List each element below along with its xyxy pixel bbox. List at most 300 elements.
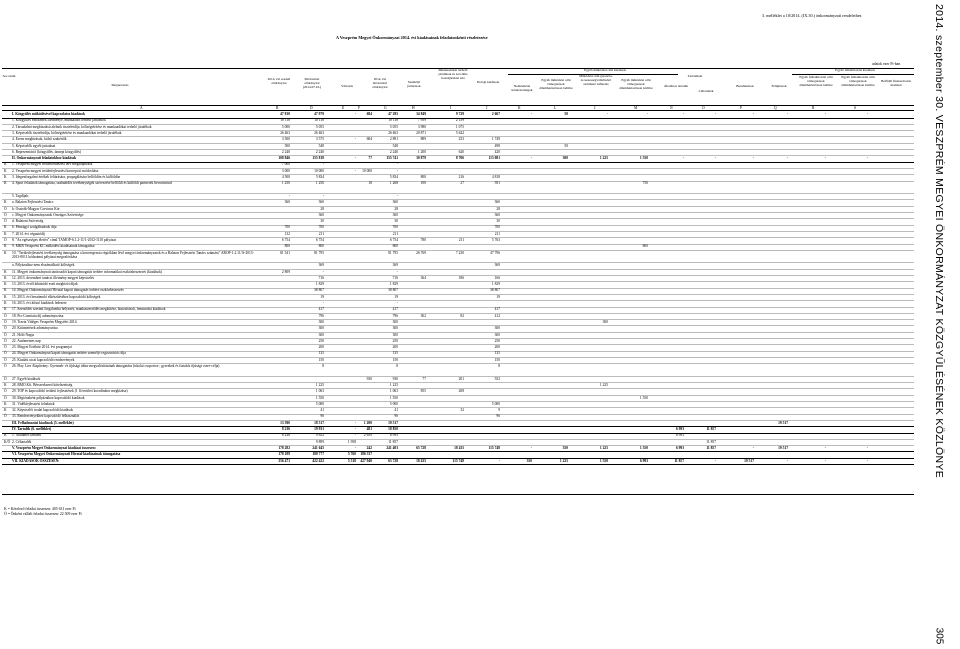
- table-cell: 360: [392, 200, 398, 205]
- table-cell: 9: [498, 408, 500, 413]
- table-cell: 9 729: [455, 112, 464, 116]
- row-label: 31. Vidékfejlesztési feladatok: [12, 401, 55, 406]
- row-label: 11. Megyei önkormányzati tanácsadói kapott támogatás terhére informatikai eszközbeszerzés (kiadások): [12, 269, 163, 274]
- col-dologi: Dologi kiadások: [476, 80, 500, 84]
- table-cell: 391: [494, 181, 500, 186]
- row-label: III. Felhalmozási kiadások (5. melléklet): [12, 420, 74, 425]
- table-cell: 30: [320, 219, 324, 224]
- table-cell: 253: [458, 137, 464, 142]
- table-cell: 28: [496, 206, 500, 211]
- table-cell: 9 899: [315, 439, 324, 444]
- row-category: Ö: [4, 351, 7, 356]
- table-cell: 82: [460, 313, 464, 318]
- table-cell: 19: [320, 294, 324, 299]
- column-letter: O: [702, 105, 705, 110]
- table-cell: -: [786, 156, 788, 161]
- table-cell: 10 000: [314, 168, 324, 173]
- col-2014-eredeti: 2014. évi eredeti előirányzat: [267, 77, 291, 85]
- row-label: 3. Idegenforgalmi értékek feltárására, propagálására belföldön és külföldön: [12, 175, 121, 179]
- table-cell: 417: [494, 307, 500, 312]
- table-cell: 716: [392, 275, 398, 280]
- table-cell: 8: [396, 364, 398, 368]
- row-label: 4. Esети megbízások, külső szakértők: [12, 137, 67, 142]
- table-cell: 796: [318, 313, 324, 318]
- col-2014-modositott: 2014. évi módosított előirányzat: [372, 77, 388, 89]
- table-cell: 796: [392, 313, 398, 318]
- col-celtartalek: Céltartalék: [698, 89, 714, 93]
- row-category: Ö: [4, 389, 7, 394]
- table-cell: 11 857: [706, 427, 716, 431]
- table-cell: 4 500: [281, 175, 290, 179]
- col-egyeb-mukodesi-kivulre: Egyéb működési célú támogatások államháztartáson kívülre: [619, 78, 653, 90]
- table-cell: 481: [366, 427, 372, 431]
- col-megnevezes: Megnevezés: [111, 83, 129, 87]
- table-cell: 1 225: [315, 382, 324, 387]
- table-cell: 150: [392, 357, 398, 362]
- table-cell: -: [866, 156, 868, 161]
- table-cell: 1 550: [639, 395, 648, 400]
- table-cell: 800: [392, 244, 398, 249]
- row-category: Ö: [4, 326, 7, 331]
- table-cell: 5 055: [315, 124, 324, 129]
- column-letter: B: [276, 105, 279, 110]
- col-valtozas: Változás: [341, 84, 353, 88]
- table-cell: 2 809: [281, 269, 290, 274]
- row-label: IV. Tartalék (6. melléklet): [12, 427, 52, 431]
- table-cell: 500: [284, 143, 290, 148]
- column-letter: P: [740, 105, 742, 110]
- row-label: a. Balaton Fejlesztési Tanács: [12, 200, 54, 205]
- row-category: K: [4, 294, 7, 299]
- table-cell: 13 390: [280, 420, 290, 425]
- table-cell: 1 749: [491, 137, 500, 142]
- table-cell: 6 993: [675, 445, 684, 450]
- table-cell: -: [396, 269, 398, 274]
- table-cell: 2 159: [455, 118, 464, 123]
- table-cell: 889: [420, 137, 426, 142]
- table-cell: 350: [526, 458, 532, 463]
- row-category: K: [4, 275, 7, 280]
- table-cell: 350: [562, 445, 568, 450]
- row-label: 3. Képviselők tiszteletdíja, költségtérítése és munkaadókat terhelő járulékok: [12, 130, 122, 135]
- table-cell: -: [498, 458, 500, 463]
- column-letter: J: [594, 105, 596, 110]
- table-cell: 10 118: [280, 118, 290, 123]
- row-category: Ö: [4, 238, 7, 242]
- column-letter: I: [450, 105, 452, 110]
- row-label: 21. Hóló Napja: [12, 332, 35, 337]
- table-cell: 1 829: [389, 282, 398, 287]
- table-cell: 11 857: [674, 458, 684, 463]
- row-label: 32. Képviselői irodai kapcsolódó kiadások: [12, 408, 74, 413]
- table-cell: 11 857: [388, 439, 398, 444]
- row-category: Ö: [4, 206, 7, 211]
- table-cell: 200: [392, 345, 398, 350]
- table-cell: 211: [318, 231, 324, 236]
- table-cell: 300: [494, 326, 500, 331]
- table-cell: -: [288, 193, 290, 198]
- vertical-header: 2014. szeptember 30. VESZPRÉM MEGYEI ÖNKORMÁNYZAT KÖZGYŰLÉSÉNEK KÖZLÖNYE: [933, 4, 945, 479]
- row-category: Ö: [4, 414, 7, 419]
- table-cell: 26 769: [416, 250, 426, 255]
- table-cell: 132: [284, 231, 290, 236]
- column-letter: K: [518, 105, 521, 110]
- column-letter: R: [812, 105, 815, 110]
- row-label: b. Osztrák-Magyar Corvinus Kör: [12, 206, 60, 211]
- table-cell: 6 993: [389, 433, 398, 438]
- table-cell: 1 200: [417, 149, 426, 154]
- table-cell: 5 760: [347, 452, 356, 457]
- row-label: 9. MKB Veszprém KC működési kiadásainak támogatása: [12, 244, 95, 249]
- row-label: a. Pályázathoz nem elszámolható költségek: [12, 263, 75, 268]
- table-cell: 3 980: [417, 124, 426, 129]
- table-cell: 30: [496, 219, 500, 224]
- table-cell: 19: [394, 294, 398, 299]
- row-label: c. Megyei Önkormányzatok Országos Szövetsége: [12, 212, 84, 217]
- table-cell: 115 748: [452, 458, 464, 463]
- table-cell: 155 818: [312, 156, 324, 161]
- col-modositott: Módosított előirányzat (2014.07.16.): [302, 77, 322, 89]
- table-cell: 34 849: [416, 112, 426, 116]
- table-cell: 4 818: [491, 175, 500, 179]
- footnote-kotelezo: K = Kötelező feladat összesen: 405 631 ezer Ft: [4, 507, 76, 511]
- table-cell: 300: [562, 156, 568, 161]
- table-cell: 6 754: [389, 238, 398, 242]
- row-category: Ö: [4, 376, 7, 381]
- table-cell: 41: [320, 408, 324, 413]
- row-label: VI. Veszprém Megyei Önkormányzati Hivatal kiadásainak támogatása: [12, 452, 121, 457]
- table-cell: 65 728: [416, 445, 426, 450]
- table-cell: 18 517: [314, 420, 324, 425]
- table-cell: 1 200: [363, 420, 372, 425]
- table-cell: 930: [392, 376, 398, 381]
- table-cell: 216: [458, 175, 464, 179]
- table-cell: 77: [368, 156, 372, 161]
- column-letter: Q: [774, 105, 777, 110]
- table-cell: 2 659: [363, 433, 372, 438]
- table-cell: 30: [394, 219, 398, 224]
- table-cell: 32: [460, 408, 464, 413]
- table-cell: 8 706: [455, 156, 464, 161]
- col-sorszam: Sor-szám: [2, 74, 16, 78]
- column-letter: F: [358, 105, 360, 110]
- row-label: 15. 2013. évi beszámoló elkészítéséhez kapcsolódó költségek: [12, 294, 101, 299]
- row-label: V. Veszprém Megyei Önkormányzat kiadásai összesen:: [12, 445, 96, 450]
- row-category: Ö: [4, 345, 7, 350]
- table-cell: 548: [318, 143, 324, 148]
- row-category: Ö: [4, 219, 7, 224]
- row-label: 30. Régiónaként pályázathoz kapcsolódó kiadások: [12, 395, 85, 400]
- table-cell: 360: [318, 212, 324, 217]
- table-cell: 364: [420, 275, 426, 280]
- table-cell: -: [866, 112, 868, 116]
- table-cell: 135: [392, 351, 398, 356]
- table-cell: 300: [392, 326, 398, 331]
- table-cell: 300: [602, 319, 608, 324]
- table-cell: 18 435: [454, 445, 464, 450]
- table-cell: 700: [494, 225, 500, 230]
- table-cell: 417: [318, 307, 324, 312]
- table-cell: -: [752, 112, 754, 116]
- row-label: 10. "Területfejlesztési tevékenység támogatása a konvergencia régiókban lévő megyei önkormányzatok és a Balaton Fejlesztési Tanács számára" ÁROP-1.2.11/A-2013-2013-0011 kódszámú pályázat megvalósítása: [12, 250, 254, 259]
- row-category: K: [4, 175, 7, 179]
- table-cell: 750: [642, 181, 648, 186]
- table-cell: 211: [392, 231, 398, 236]
- table-cell: 700: [318, 225, 324, 230]
- table-cell: 6 754: [281, 238, 290, 242]
- table-cell: 150: [318, 357, 324, 362]
- table-cell: -: [866, 445, 868, 450]
- table-cell: 115 748: [488, 445, 500, 450]
- row-category: Ö: [4, 212, 7, 217]
- row-category: Ö: [4, 338, 7, 343]
- table-cell: 242: [366, 445, 372, 450]
- table-cell: 47 810: [280, 112, 290, 116]
- table-cell: 10 118: [388, 118, 398, 123]
- row-label: 1. Közgyűlés elnökének illetménye, munkaadót terhelő járulékok: [12, 118, 106, 123]
- table-cell: 200: [494, 345, 500, 350]
- row-label: 5. Képviselők egyéb juttatásai: [12, 143, 56, 148]
- table-cell: 1 075: [455, 124, 464, 129]
- table-cell: 27: [460, 181, 464, 186]
- table-cell: 420: [494, 149, 500, 154]
- table-cell: 96: [320, 414, 324, 419]
- table-cell: -: [714, 112, 716, 116]
- table-cell: 7 230: [455, 250, 464, 255]
- col-tartalekok: Tartalékok: [687, 74, 703, 78]
- table-cell: -: [396, 168, 398, 173]
- table-cell: 250: [318, 338, 324, 343]
- table-cell: 3 000: [281, 168, 290, 173]
- table-cell: 6 754: [315, 238, 324, 242]
- table-cell: 65 728: [388, 458, 398, 463]
- table-cell: 360: [318, 200, 324, 205]
- table-cell: 1 225: [599, 382, 608, 387]
- table-cell: 100: [420, 181, 426, 186]
- column-letter: S: [854, 105, 856, 110]
- table-cell: 1 829: [491, 282, 500, 287]
- col-mukodesi-garancia: Működési célú garancia- és kezességvállalásból származó kifizetés: [579, 74, 613, 86]
- row-label: 28. BMÖ Kft. Bérszerkezeti kötelezettség: [12, 382, 73, 387]
- row-category: K: [4, 408, 7, 413]
- row-category: K: [4, 307, 7, 312]
- table-cell: 1 550: [315, 395, 324, 400]
- col-altalanos: Általános tartalék: [663, 84, 688, 88]
- table-cell: 26 463: [314, 130, 324, 135]
- row-label: 1. Veszprém megyei területrendezési terv megalapozása: [12, 162, 93, 167]
- table-cell: 300: [318, 332, 324, 337]
- row-label: 27. Egyéb kiadások: [12, 376, 41, 381]
- table-cell: 5 000: [315, 401, 324, 406]
- row-category: K: [4, 301, 7, 305]
- row-category: Ö: [4, 319, 7, 324]
- row-label: 6. Reprezentáció (közgyűlés, ünnepi közgyűlés): [12, 149, 82, 154]
- footnote-onkent: Ö = Önként vállalt feladat összesen: 22 309 ezer Ft: [4, 512, 82, 516]
- table-cell: 211: [458, 238, 464, 242]
- table-cell: 800: [642, 244, 648, 249]
- document-title: A Veszprém Megyei Önkormányzat 2014. évi kiadásainak feladatonkénti részletezése: [336, 35, 488, 40]
- table-cell: 241 403: [386, 445, 398, 450]
- table-cell: 250: [494, 338, 500, 343]
- table-cell: 30 879: [416, 156, 426, 161]
- table-cell: -: [530, 156, 532, 161]
- table-cell: -: [824, 112, 826, 116]
- table-cell: 5 000: [389, 401, 398, 406]
- row-category: K: [4, 231, 7, 236]
- table-cell: 250: [392, 338, 398, 343]
- row-category: K: [4, 200, 7, 205]
- table-cell: -: [646, 112, 648, 116]
- row-label: 6. Pénzügyi szolgáltatások díja: [12, 225, 57, 230]
- table-cell: 548: [392, 143, 398, 148]
- row-label: 1. Általános tartalék: [12, 433, 42, 438]
- row-label: I. Közgyűlés működésével kapcsolatos kiadások: [12, 112, 85, 116]
- table-cell: -: [714, 458, 716, 463]
- table-cell: 96: [394, 414, 398, 419]
- table-cell: 201: [458, 376, 464, 381]
- row-category: K: [4, 401, 7, 406]
- table-cell: 360: [494, 200, 500, 205]
- table-cell: -: [354, 156, 356, 161]
- row-category: K: [4, 244, 7, 249]
- row-category: Ö: [4, 332, 7, 337]
- table-cell: 38 807: [314, 288, 324, 293]
- table-cell: 7 959: [417, 118, 426, 123]
- table-cell: 1 550: [639, 156, 648, 161]
- table-cell: 1 550: [639, 445, 648, 450]
- table-cell: 5 834: [389, 175, 398, 179]
- table-cell: 552: [494, 376, 500, 381]
- row-label: 7. 2014. évi cégautódíj: [12, 231, 45, 236]
- col-felujitasok: Felújítások: [771, 84, 787, 88]
- col-egyeb-mukodesi-belulre: Egyéb működési célú támogatások államháztartáson belülre: [539, 78, 573, 90]
- table-cell: 186: [458, 275, 464, 280]
- table-cell: 700: [284, 225, 290, 230]
- table-cell: 113 081: [488, 156, 500, 161]
- table-cell: 150: [494, 357, 500, 362]
- row-label: 16. 2013. évi átfutó kiadások fedezete: [12, 301, 67, 305]
- table-cell: 26 463: [388, 130, 398, 135]
- row-label: 20. Kitüntetések adományozása: [12, 326, 58, 331]
- table-cell: -: [682, 112, 684, 116]
- table-cell: -: [322, 269, 324, 274]
- table-cell: 6 993: [675, 433, 684, 438]
- table-cell: 8: [322, 364, 324, 368]
- table-cell: 211: [494, 231, 500, 236]
- table-cell: 11 857: [706, 439, 716, 444]
- table-cell: 1 250: [315, 181, 324, 186]
- table-cell: 930: [366, 376, 372, 381]
- table-cell: 241 645: [312, 445, 324, 450]
- table-cell: 11 857: [706, 445, 716, 450]
- table-cell: 200: [318, 345, 324, 350]
- table-cell: -: [824, 156, 826, 161]
- letters-bottom-line: [2, 110, 914, 111]
- row-label: 22. Autómentes nap: [12, 338, 41, 343]
- table-cell: 1 225: [599, 445, 608, 450]
- table-cell: 1 063: [389, 389, 398, 394]
- table-cell: -: [682, 156, 684, 161]
- table-cell: -: [786, 112, 788, 116]
- table-cell: 1 550: [389, 395, 398, 400]
- table-cell: 18 435: [416, 458, 426, 463]
- table-cell: 2 667: [491, 112, 500, 116]
- row-category: K: [4, 288, 7, 293]
- table-cell: 20 871: [416, 130, 426, 135]
- row-label: 29. TOP és kapcsolódó területi fejlesztések (1 fő területi koordinátor megbízása): [12, 389, 128, 394]
- table-cell: 684: [366, 137, 372, 142]
- table-cell: 41: [394, 408, 398, 413]
- table-cell: 1 063: [315, 389, 324, 394]
- table-cell: -: [530, 445, 532, 450]
- table-cell: 1 225: [559, 458, 568, 463]
- column-letter: A: [140, 105, 143, 110]
- table-cell: 780: [420, 238, 426, 242]
- table-cell: 1 550: [599, 458, 608, 463]
- row-label: VII. KIADÁSOK ÖSSZESEN:: [12, 458, 60, 463]
- table-cell: 300: [494, 332, 500, 337]
- col-egyeb-felh-belulre: Egyéb felhalmozási célú támogatások államháztartáson belülre: [799, 75, 833, 87]
- table-cell: 47 796: [490, 250, 500, 255]
- table-cell: 5 518: [347, 458, 356, 463]
- col-szemelyi: Személyi juttatások: [407, 80, 421, 88]
- row-label: 4. Sport feladatok támogatása, szabadidős tevékenységek szervezése belföldi és külföldi partnerek bevonásával: [12, 181, 172, 186]
- table-cell: 47 295: [388, 112, 398, 116]
- table-cell: 38 807: [490, 288, 500, 293]
- table-cell: 800: [284, 244, 290, 249]
- table-cell: 7 000: [281, 162, 290, 167]
- table-cell: -: [606, 112, 608, 116]
- table-cell: 186 537: [360, 452, 372, 457]
- table-cell: 81 795: [388, 250, 398, 255]
- row-label: 26. Play Live Alapítvány: Gyermek- és ifjúsági túbor megvalósításának támogatása (iskolai csoportos-, gyerekek és fiatalok ifjúsági csere-célja): [12, 364, 220, 368]
- table-cell: 716: [318, 275, 324, 280]
- table-cell: 3 575: [315, 137, 324, 142]
- table-cell: 19 517: [744, 458, 754, 463]
- row-category: K: [4, 382, 7, 387]
- table-cell: 178 189: [278, 452, 290, 457]
- table-cell: 28: [394, 206, 398, 211]
- row-label: 2. Veszprém megyei területfejlesztési koncepció módosítása: [12, 168, 99, 173]
- table-cell: 417: [392, 307, 398, 312]
- table-cell: 369: [494, 263, 500, 268]
- table-cell: 9 652: [315, 433, 324, 438]
- table-cell: -: [322, 301, 324, 305]
- table-cell: 108 846: [278, 156, 290, 161]
- table-cell: 300: [392, 332, 398, 337]
- table-cell: 135: [494, 351, 500, 356]
- row-category: K/Ö: [4, 439, 11, 444]
- table-cell: 180 777: [312, 452, 324, 457]
- table-cell: -: [824, 458, 826, 463]
- table-cell: 50: [564, 112, 568, 116]
- table-cell: 369: [392, 263, 398, 268]
- row-label: 33. Rendezvényekhez kapcsolódó felhasználás: [12, 414, 80, 419]
- table-cell: 96: [496, 414, 500, 419]
- table-cell: 300: [392, 319, 398, 324]
- table-bottom-line: [2, 494, 914, 495]
- column-letter: N: [670, 105, 673, 110]
- unit-label: adatok ezer Ft-ban: [872, 62, 901, 66]
- table-cell: 5 622: [455, 130, 464, 135]
- table-cell: 620: [458, 149, 464, 154]
- table-cell: 28: [320, 206, 324, 211]
- table-cell: -: [354, 445, 356, 450]
- table-cell: 412: [494, 313, 500, 318]
- table-cell: 302: [420, 313, 426, 318]
- table-cell: 135: [318, 351, 324, 356]
- table-cell: 422 422: [312, 458, 324, 463]
